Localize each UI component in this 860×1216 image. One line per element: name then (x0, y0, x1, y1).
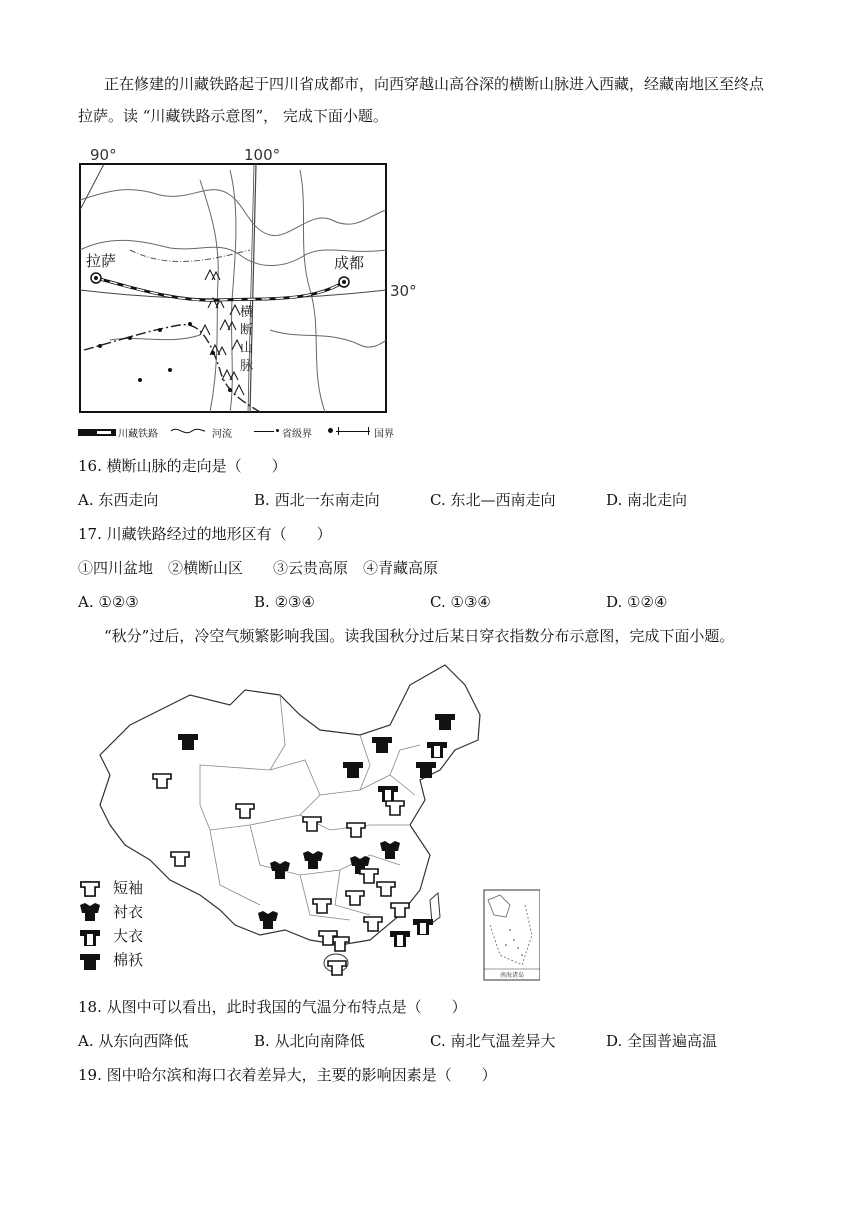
south-china-sea-inset (484, 890, 540, 980)
lat-30-label: 30° (390, 282, 417, 300)
svg-text:横: 横 (240, 305, 254, 320)
legend-row-short-sleeve (78, 878, 168, 900)
q17-option-b[interactable]: B. ②③④ (254, 593, 315, 611)
q17-option-c[interactable]: C. ①③④ (430, 593, 491, 611)
lhasa-label: 拉萨 (86, 252, 117, 270)
map2-legend (78, 878, 168, 968)
q18-option-d[interactable]: D. 全国普遍高温 (606, 1032, 718, 1050)
legend-river-symbol (170, 425, 206, 437)
q19-stem: 19. 图中哈尔滨和海口衣着差异大，主要的影响因素是（ ） (78, 1066, 497, 1084)
legend-label-short-sleeve: 短袖 (113, 879, 144, 897)
cotton-jacket-icon (78, 950, 102, 970)
q17-option-d[interactable]: D. ①②④ (606, 593, 668, 611)
legend-label-coat: 大衣 (113, 927, 144, 945)
legend-row-shirt (78, 902, 168, 924)
legend-national-symbol (328, 428, 333, 433)
svg-text:断: 断 (240, 323, 254, 338)
legend-row-cotton-jacket (78, 950, 168, 972)
south-china-sea-label: 南海诸岛 (500, 972, 525, 979)
q18-option-c[interactable]: C. 南北气温差异大 (430, 1032, 556, 1050)
intro-paragraph-1-line-1: 正在修建的川藏铁路起于四川省成都市，向西穿越山高谷深的横断山脉进入西藏，经藏南地区至终点 (104, 75, 765, 93)
lon-90-label: 90° (90, 146, 117, 164)
q18-option-a[interactable]: A. 从东向西降低 (78, 1032, 189, 1050)
lon-100-label: 100° (244, 146, 281, 164)
short-sleeve-icon (78, 878, 102, 898)
legend-river-label: 河流 (212, 429, 232, 440)
legend-label-cotton-jacket: 棉袄 (113, 951, 144, 969)
legend-railway-symbol (78, 429, 116, 436)
q17-option-a[interactable]: A. ①②③ (78, 593, 139, 611)
railway-map (70, 140, 430, 440)
legend-province-label: 省级界 (282, 429, 312, 440)
q16-stem: 16. 横断山脉的走向是（ ） (78, 457, 287, 475)
intro-paragraph-1-line-2: 拉萨。读 “川藏铁路示意图”， 完成下面小题。 (78, 107, 388, 125)
legend-label-shirt: 衬衣 (113, 903, 144, 921)
chengdu-label: 成都 (334, 254, 365, 272)
q16-option-d[interactable]: D. 南北走向 (606, 491, 688, 509)
legend-national-label: 国界 (374, 429, 394, 440)
q17-items: ①四川盆地 ②横断山区 ③云贵高原 ④青藏高原 (78, 559, 439, 577)
legend-railway-label: 川藏铁路 (118, 429, 158, 440)
legend-province-symbol (254, 431, 274, 432)
q16-option-b[interactable]: B. 西北一东南走向 (254, 491, 380, 509)
intro-paragraph-2: “秋分”过后，冷空气频繁影响我国。读我国秋分过后某日穿衣指数分布示意图，完成下面小题。 (104, 627, 735, 645)
q16-option-a[interactable]: A. 东西走向 (78, 491, 159, 509)
q17-stem: 17. 川藏铁路经过的地形区有（ ） (78, 525, 332, 543)
shirt-icon (78, 902, 102, 922)
q18-option-b[interactable]: B. 从北向南降低 (254, 1032, 365, 1050)
q18-stem: 18. 从图中可以看出，此时我国的气温分布特点是（ ） (78, 998, 467, 1016)
svg-text:脉: 脉 (240, 359, 254, 374)
legend-row-coat (78, 926, 168, 948)
svg-text:山: 山 (240, 341, 254, 356)
q16-option-c[interactable]: C. 东北—西南走向 (430, 491, 556, 509)
coat-icon (413, 919, 433, 935)
taiwan-island (430, 893, 440, 923)
coat-icon (390, 931, 410, 947)
coat-icon (78, 926, 102, 946)
